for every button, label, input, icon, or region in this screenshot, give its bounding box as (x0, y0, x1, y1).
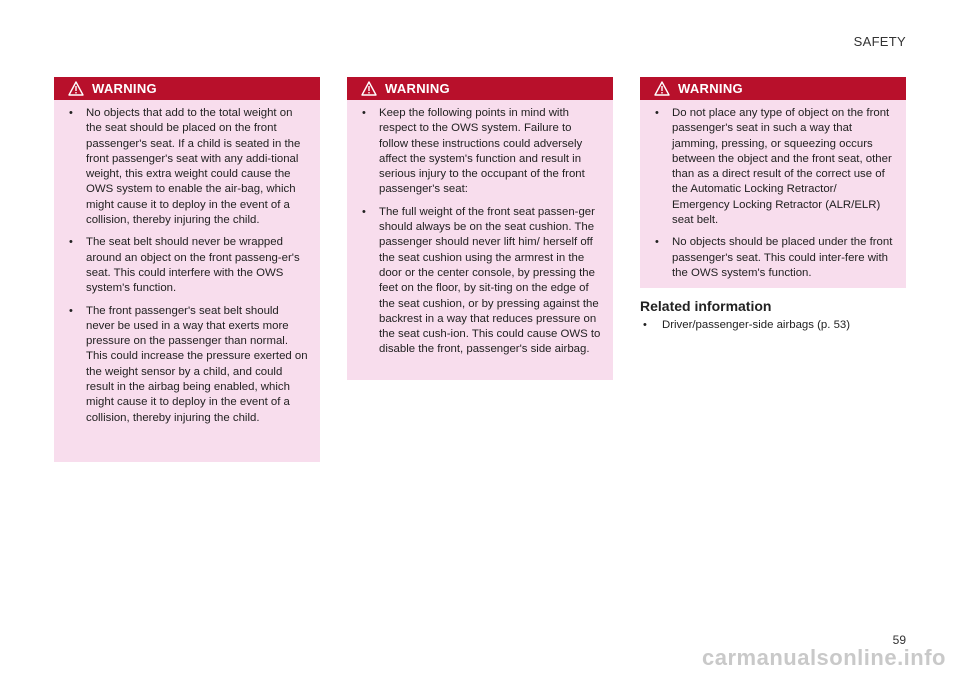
warning-title: WARNING (92, 81, 157, 96)
list-item: • No objects that add to the total weight on the seat should be placed on the front passenger's seat. If a child is seated in the front passenger's seat with any addi-tional weight, this extra weight could cause the OWS system to enable the air-bag, which might cause it to deploy in the event of a collision, thereby injuring the child. (66, 106, 310, 228)
warning-body (640, 100, 906, 294)
list-item: • No objects should be placed under the front passenger's seat. This could inter-fere with the OWS system's function. (652, 235, 896, 281)
related-links (640, 318, 910, 333)
warning-body (347, 100, 613, 371)
warning-title: WARNING (678, 81, 743, 96)
list-item: • The front passenger's seat belt should never be used in a way that exerts more pressure on the passenger than normal. This could increase the pressure exerted on the weight sensor by a child, and could result in the airbag being enabled, which might cause it to deploy in the event of a collision, thereby injuring the child. (66, 304, 310, 426)
list-item: • The seat belt should never be wrapped around an object on the front passeng-er's seat. This could interfere with the OWS system's function. (66, 235, 310, 296)
list-item: • Keep the following points in mind with respect to the OWS system. Failure to follow these instructions could adversely affect the system's function and result in serious injury to the occupant of the front passenger's seat: (359, 106, 603, 198)
list-item: • Do not place any type of object on the front passenger's seat in such a way that jamming, pressing, or squeezing occurs between the object and the front seat, other than as a direct result of the correct use of the Automatic Locking Retractor/ Emergency Locking Retractor (ALR/ELR) seat belt. (652, 106, 896, 228)
warning-triangle-icon (361, 81, 377, 96)
warning-body (54, 100, 320, 439)
bullet-list (359, 106, 603, 358)
bullet-list (652, 106, 896, 281)
related-link[interactable]: • Driver/passenger-side airbags (p. 53) (640, 318, 910, 333)
list-item: • The full weight of the front seat passen-ger should always be on the seat cushion. The passenger should never lift him/ herself off the seat cushion using the armrest in the door or the center console, by pressing the feet on the floor, by sit-ting on the edge of the seat cushion, or by pressing against the backrest in a way that reduces pressure on the seat cush-ion. This could cause OWS to disable the front, passenger's side airbag. (359, 205, 603, 358)
page-number: 59 (892, 633, 906, 647)
watermark: carmanualsonline.info (702, 645, 946, 670)
warning-triangle-icon (68, 81, 84, 96)
section-title: SAFETY (853, 34, 906, 49)
warning-box-3 (640, 77, 906, 288)
warning-title: WARNING (385, 81, 450, 96)
warning-box-1 (54, 77, 320, 462)
related-information (640, 298, 910, 340)
related-heading: Related information (640, 298, 772, 314)
warning-triangle-icon (654, 81, 670, 96)
warning-header (640, 77, 906, 100)
warning-header (54, 77, 320, 100)
bullet-list (66, 106, 310, 426)
warning-header (347, 77, 613, 100)
warning-box-2 (347, 77, 613, 380)
